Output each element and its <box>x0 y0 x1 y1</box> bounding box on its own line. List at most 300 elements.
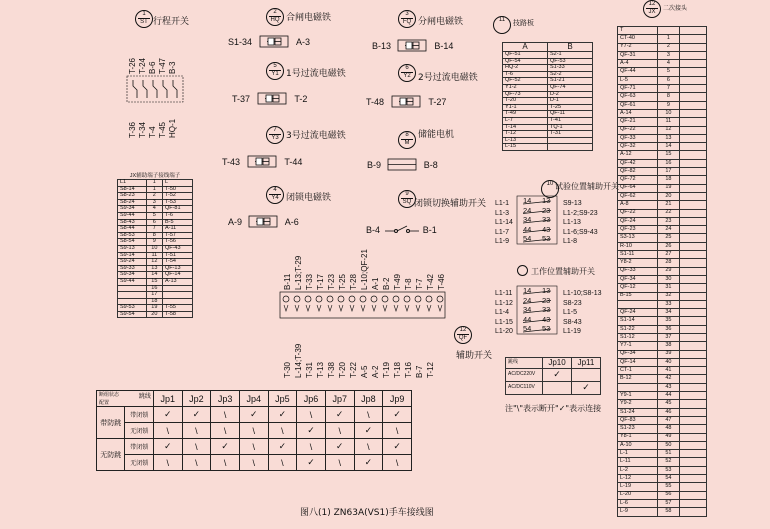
sq10-num: 33 <box>542 215 551 224</box>
terminal-top-label: T-8 <box>404 278 413 290</box>
symbol-number: 2 <box>273 9 277 15</box>
sq13-num: 23 <box>542 295 551 305</box>
right-cell-name: QF-24 <box>618 309 658 317</box>
big-cell: \ <box>211 407 240 423</box>
right-row <box>618 466 707 474</box>
right-cell-name: Y9-2 <box>618 400 658 408</box>
right-cell-num: 30 <box>657 275 679 283</box>
right-cell-name: QF-34 <box>618 350 658 358</box>
symbol-number: 11 <box>498 17 506 23</box>
board-a-cell: T-49 <box>503 111 548 118</box>
right-cell-num: 11 <box>657 118 679 126</box>
right-cell-num: 58 <box>657 508 679 516</box>
right-cell-empty <box>679 375 706 383</box>
right-cell-empty <box>679 168 706 176</box>
right-cell-name: L-19 <box>618 483 658 491</box>
jp-small-header <box>506 358 601 369</box>
jx-cell: QF-14 <box>162 272 192 279</box>
right-cell-empty <box>679 499 706 507</box>
terminal-pin <box>283 296 289 302</box>
symbol-circle-s4 <box>266 186 284 204</box>
jx-cell: 4 <box>146 206 162 213</box>
symbol-title-s6: 2号过流电磁铁 <box>418 73 478 83</box>
right-cell-empty <box>679 209 706 217</box>
symbol-title-s4: 闭锁电磁铁 <box>286 193 332 203</box>
big-cell: ✓ <box>383 439 412 455</box>
right-cell-name: L-1 <box>618 450 658 458</box>
jx-cell: 3 <box>146 199 162 206</box>
right-cell-empty <box>679 201 706 209</box>
right-cell-name: CT-1 <box>618 367 658 375</box>
symbol-number: 10 <box>546 181 554 187</box>
jx-cell: S9-13 <box>118 245 147 252</box>
st-top-label: T-26 <box>128 57 137 74</box>
right-cell-empty <box>679 51 706 59</box>
sq13-contacts <box>517 286 559 338</box>
right-cell-empty <box>679 292 706 300</box>
sq10-left: L1-7 <box>495 228 510 236</box>
jx-cell: 15 <box>146 278 162 285</box>
right-cell-empty <box>679 325 706 333</box>
big-group-name: 带防跳 <box>97 407 125 439</box>
big-cell: \ <box>153 455 182 471</box>
right-cell-num: 42 <box>657 375 679 383</box>
sq13-right: S8-23 <box>563 299 582 307</box>
big-cell: \ <box>182 423 211 439</box>
right-cell-empty <box>679 43 706 51</box>
st-top-label: B-6 <box>148 61 157 74</box>
right-cell-name: L-2 <box>618 466 658 474</box>
jx-cell <box>162 292 192 299</box>
jx-cell <box>162 285 192 292</box>
jx-cell: L1 <box>118 180 147 187</box>
jx-cell: S8-44 <box>118 226 147 233</box>
jx-cell <box>118 292 147 299</box>
coil-label-left-y2: T-48 <box>366 97 385 107</box>
right-cell-num: 1 <box>657 35 679 43</box>
terminal-bottom-label: B-7 <box>415 365 424 378</box>
board-row <box>503 144 593 151</box>
right-cell-empty <box>679 400 706 408</box>
right-cell-name: T <box>618 27 658 35</box>
jx-table-title: JX辅助端子接线端子 <box>129 173 181 179</box>
right-row <box>618 76 707 84</box>
jx-cell: 2 <box>146 193 162 200</box>
right-cell-name: CT-40 <box>618 35 658 43</box>
right-cell-name: QF-23 <box>618 226 658 234</box>
sq10-right: L1-13 <box>563 219 581 226</box>
right-cell-name: L-12 <box>618 475 658 483</box>
jx-cell: 10 <box>146 245 162 252</box>
right-cell-name: QF-33 <box>618 267 658 275</box>
jx-cell: 1 <box>146 186 162 193</box>
coil-label-left-y3: T-43 <box>222 157 241 167</box>
terminal-top-label: T-42 <box>426 273 435 290</box>
big-cell: ✓ <box>268 439 297 455</box>
jx-cell: 18 <box>146 298 162 305</box>
right-cell-empty <box>679 342 706 350</box>
symbol-circle-s12 <box>643 0 661 18</box>
coil-label-right-y3: T-44 <box>284 157 303 167</box>
right-row <box>618 234 707 242</box>
symbol-title-s13: 工作位置辅助开关 <box>531 267 595 276</box>
right-cell-name: S1-22 <box>618 325 658 333</box>
right-cell-num: 25 <box>657 234 679 242</box>
right-cell-num: 47 <box>657 416 679 424</box>
symbol-title-s1: 行程开关 <box>153 17 190 27</box>
big-cell: ✓ <box>153 439 182 455</box>
big-cell: ✓ <box>153 407 182 423</box>
right-row <box>618 68 707 76</box>
right-cell-empty <box>679 450 706 458</box>
coil-label-left-m: B-9 <box>367 160 382 170</box>
big-cell: \ <box>153 423 182 439</box>
right-cell-empty <box>679 300 706 308</box>
jx-cell: 6 <box>146 219 162 226</box>
right-cell-empty <box>679 35 706 43</box>
jx-cell: S9-34 <box>118 206 147 213</box>
sq13-right: L1-19 <box>563 328 581 335</box>
right-row <box>618 27 707 35</box>
sq10-contacts <box>517 196 559 248</box>
right-cell-empty <box>679 134 706 142</box>
right-row <box>618 151 707 159</box>
right-cell-num: 52 <box>657 458 679 466</box>
jp-small-cell: AC/DC110V <box>506 382 543 395</box>
big-col-header: Jp2 <box>182 391 211 407</box>
big-cell: ✓ <box>297 455 326 471</box>
jx-cell: 5 <box>146 212 162 219</box>
terminal-top-label: T-28 <box>349 273 358 290</box>
terminal-pin <box>415 296 421 302</box>
jx-cell: S9-24 <box>118 259 147 266</box>
jp-small-row <box>506 382 601 395</box>
symbol-code: M <box>401 139 413 147</box>
right-row <box>618 226 707 234</box>
big-corner-left1: 断组状态 <box>99 392 120 398</box>
right-row <box>618 325 707 333</box>
terminal-pin <box>371 296 377 302</box>
jp-small-head-cell: Jp11 <box>572 358 601 369</box>
big-cell: \ <box>297 407 326 423</box>
jx-cell: S8-14 <box>118 186 147 193</box>
symbol-code: Y3 <box>269 134 281 142</box>
board-b-cell: S2-2 <box>548 71 593 78</box>
board-row <box>503 65 593 72</box>
sq13-num: 54 <box>523 324 532 333</box>
big-cell: ✓ <box>268 407 297 423</box>
symbol-title-s7: 3号过流电磁铁 <box>286 131 346 141</box>
secondary-terminal-table <box>617 26 707 517</box>
symbol-number: 12 <box>459 327 467 333</box>
jx-cell: S9-53 <box>118 305 147 312</box>
terminal-pin <box>338 296 344 302</box>
right-row <box>618 176 707 184</box>
big-col-header: Jp3 <box>211 391 240 407</box>
right-cell-name: Y7-2 <box>618 43 658 51</box>
right-cell-name: QF-63 <box>618 93 658 101</box>
coil-symbol-y3 <box>246 155 280 169</box>
right-cell-name: QF-62 <box>618 192 658 200</box>
jx-cell: QF-43 <box>162 245 192 252</box>
right-cell-num: 39 <box>657 350 679 358</box>
coil-symbol-hq <box>258 35 292 49</box>
right-cell-empty <box>679 267 706 275</box>
big-row-name: 带闭锁 <box>125 407 153 423</box>
right-cell-num: 54 <box>657 475 679 483</box>
right-cell-num: 36 <box>657 325 679 333</box>
big-cell: ✓ <box>383 407 412 423</box>
terminal-bottom-label: T-30 <box>283 361 292 378</box>
terminal-bottom-label: T-16 <box>404 361 413 378</box>
jx-cell: 20 <box>146 311 162 318</box>
symbol-number: 8 <box>405 132 409 138</box>
symbol-title-s14: 辅助开关 <box>456 351 493 361</box>
sq13-left: L1-20 <box>495 328 513 335</box>
sq10-num: 43 <box>542 224 551 234</box>
sq13-num: 24 <box>523 295 532 305</box>
jx-cell: S9-33 <box>118 265 147 272</box>
sq13-num: 53 <box>542 324 551 333</box>
right-cell-num: 32 <box>657 292 679 300</box>
big-cell: \ <box>383 423 412 439</box>
right-row <box>618 450 707 458</box>
terminal-bottom-label: T-31 <box>305 361 314 378</box>
right-cell-empty <box>679 392 706 400</box>
board-row <box>503 111 593 118</box>
right-row <box>618 317 707 325</box>
terminal-top-label: T-23 <box>327 273 336 290</box>
right-cell-num: 10 <box>657 109 679 117</box>
right-cell-name: S1-24 <box>618 408 658 416</box>
right-cell-empty <box>679 483 706 491</box>
right-cell-name: A-10 <box>618 441 658 449</box>
right-cell-name: L-9 <box>618 508 658 516</box>
right-cell-num <box>657 27 679 35</box>
big-col-header: Jp9 <box>383 391 412 407</box>
right-cell-num: 19 <box>657 184 679 192</box>
right-cell-num: 49 <box>657 433 679 441</box>
right-cell-name: QF-72 <box>618 176 658 184</box>
right-cell-name: Y7-1 <box>618 342 658 350</box>
terminal-bottom-label: T-22 <box>349 361 358 378</box>
sq10-num: 13 <box>542 196 551 205</box>
right-cell-num: 46 <box>657 408 679 416</box>
right-cell-name: S1-23 <box>618 425 658 433</box>
jx-cell: 1 <box>146 180 162 187</box>
right-cell-empty <box>679 367 706 375</box>
right-row <box>618 201 707 209</box>
st-bottom-label: HQ-1 <box>168 118 177 138</box>
big-cell: \ <box>325 455 354 471</box>
board-b-cell: QF-53 <box>548 58 593 65</box>
right-cell-empty <box>679 226 706 234</box>
jx-cell: QF-81 <box>162 206 192 213</box>
coil-label-right-fq: B-14 <box>434 41 454 51</box>
terminal-top-label: B-2 <box>382 277 391 290</box>
coil-label-left-sq: B-4 <box>366 225 381 235</box>
jx-cell: T-56 <box>162 239 192 246</box>
big-cell: ✓ <box>325 439 354 455</box>
symbol-title-s5: 1号过流电磁铁 <box>286 69 346 79</box>
coil-symbol-y1 <box>256 92 290 106</box>
right-row <box>618 483 707 491</box>
symbol-code: SQ <box>402 199 412 205</box>
right-cell-num: 44 <box>657 392 679 400</box>
coil-symbol-y4 <box>247 215 281 229</box>
terminal-bottom-label: T-13 <box>316 361 325 378</box>
right-row <box>618 425 707 433</box>
right-cell-empty <box>679 118 706 126</box>
board-row <box>503 137 593 144</box>
right-cell-num: 5 <box>657 68 679 76</box>
right-row <box>618 192 707 200</box>
right-row <box>618 392 707 400</box>
right-cell-name: S1-11 <box>618 251 658 259</box>
big-cell: ✓ <box>354 455 383 471</box>
right-cell-empty <box>679 101 706 109</box>
jx-cell <box>118 285 147 292</box>
right-cell-num: 3 <box>657 51 679 59</box>
jx-cell: T-58 <box>162 311 192 318</box>
big-cell: ✓ <box>182 407 211 423</box>
st-bottom-label: T-45 <box>158 121 167 138</box>
board-a-cell: T-14 <box>503 124 548 131</box>
terminal-bottom-label: A-5 <box>360 365 369 378</box>
right-cell-num: 35 <box>657 317 679 325</box>
right-row <box>618 184 707 192</box>
jx-cell: S8-24 <box>118 199 147 206</box>
jx-cell: S9-54 <box>118 311 147 318</box>
big-cell: \ <box>211 455 240 471</box>
right-cell-num: 53 <box>657 466 679 474</box>
board-row <box>503 117 593 124</box>
right-cell-name: QF-34 <box>618 275 658 283</box>
right-cell-name: A-14 <box>618 109 658 117</box>
right-cell-name: QF-14 <box>618 358 658 366</box>
big-cell: \ <box>182 439 211 455</box>
right-row <box>618 284 707 292</box>
symbol-circle-s11 <box>493 16 511 34</box>
right-row <box>618 475 707 483</box>
jx-cell: 7 <box>146 226 162 233</box>
right-cell-empty <box>679 275 706 283</box>
big-col-header: Jp8 <box>354 391 383 407</box>
jx-cell: 11 <box>146 252 162 259</box>
right-cell-name: S1-14 <box>618 317 658 325</box>
symbol-title-s2: 合闸电磁铁 <box>286 13 332 23</box>
right-cell-name: QF-12 <box>618 284 658 292</box>
jp-small-cell: ✓ <box>543 369 572 382</box>
big-col-header: Jp7 <box>325 391 354 407</box>
right-row <box>618 43 707 51</box>
right-cell-num: 18 <box>657 176 679 184</box>
right-cell-num: 43 <box>657 383 679 391</box>
right-cell-num: 57 <box>657 499 679 507</box>
sq10-right: L1-6;S9-43 <box>563 228 598 236</box>
right-row <box>618 118 707 126</box>
jx-cell: S9-44 <box>118 278 147 285</box>
terminal-top-label: T-33 <box>305 273 314 290</box>
symbol-circle-s13 <box>517 265 528 276</box>
right-cell-name: QF-33 <box>618 134 658 142</box>
board-a-cell: T-12 <box>503 131 548 138</box>
big-row-name: 无闭锁 <box>125 423 153 439</box>
right-cell-num: 14 <box>657 143 679 151</box>
right-cell-empty <box>679 85 706 93</box>
symbol-circle-s2 <box>266 8 284 26</box>
big-col-header: Jp5 <box>268 391 297 407</box>
jx-cell: 12 <box>146 259 162 266</box>
right-cell-empty <box>679 76 706 84</box>
big-row-name: 带闭锁 <box>125 439 153 455</box>
big-cell: ✓ <box>325 407 354 423</box>
coil-label-left-hq: S1-34 <box>228 37 253 47</box>
right-cell-num: 41 <box>657 367 679 375</box>
terminal-top-label: T-17 <box>316 273 325 290</box>
sq10-right: L1-2;S9-23 <box>563 209 598 217</box>
right-cell-name: QF-31 <box>618 51 658 59</box>
big-row <box>97 455 412 471</box>
sq10-num: 44 <box>523 224 532 234</box>
symbol-code: Y2 <box>401 72 413 80</box>
symbol-circle-s3 <box>398 10 416 28</box>
terminal-bottom-label: T-20 <box>338 361 347 378</box>
board-b-cell: TQ-1 <box>548 124 593 131</box>
jx-cell: S9-44 <box>118 212 147 219</box>
jx-cell: B-5 <box>162 219 192 226</box>
right-cell-empty <box>679 143 706 151</box>
right-cell-num: 48 <box>657 425 679 433</box>
right-cell-empty <box>679 60 706 68</box>
board-b-cell <box>548 144 593 151</box>
coil-symbol-m <box>386 158 420 172</box>
big-cell: \ <box>239 455 268 471</box>
right-cell-name: QF-32 <box>618 143 658 151</box>
board-a-cell: QF-73 <box>503 91 548 98</box>
right-cell-num: 56 <box>657 491 679 499</box>
big-cell: \ <box>211 423 240 439</box>
jp-small-cell <box>572 369 601 382</box>
right-cell-num: 2 <box>657 43 679 51</box>
symbol-code: FQ <box>402 19 412 25</box>
right-cell-name: R-10 <box>618 242 658 250</box>
board-a-cell: QF-51 <box>503 52 548 59</box>
terminal-pin <box>327 296 333 302</box>
right-cell-name: L-5 <box>618 76 658 84</box>
right-cell-empty <box>679 458 706 466</box>
board-b-cell <box>548 137 593 144</box>
right-cell-num: 6 <box>657 76 679 84</box>
coil-label-left-y4: A-9 <box>228 217 243 227</box>
big-cell: \ <box>354 407 383 423</box>
terminal-pin <box>294 296 300 302</box>
terminal-strip-body <box>280 292 450 322</box>
right-cell-num: 55 <box>657 483 679 491</box>
coil-label-right-y1: T-2 <box>294 94 308 104</box>
jx-cell: A-13 <box>162 278 192 285</box>
right-row <box>618 416 707 424</box>
board-b-cell: D-1 <box>548 98 593 105</box>
board-a-cell: HQ-2 <box>503 65 548 72</box>
right-cell-num: 7 <box>657 85 679 93</box>
jx-cell: S9-14 <box>118 252 147 259</box>
right-cell-empty <box>679 433 706 441</box>
right-cell-name: QF-71 <box>618 85 658 93</box>
jp-small-cell: ✓ <box>572 382 601 395</box>
right-row <box>618 143 707 151</box>
st-bottom-label: T-34 <box>138 121 147 138</box>
